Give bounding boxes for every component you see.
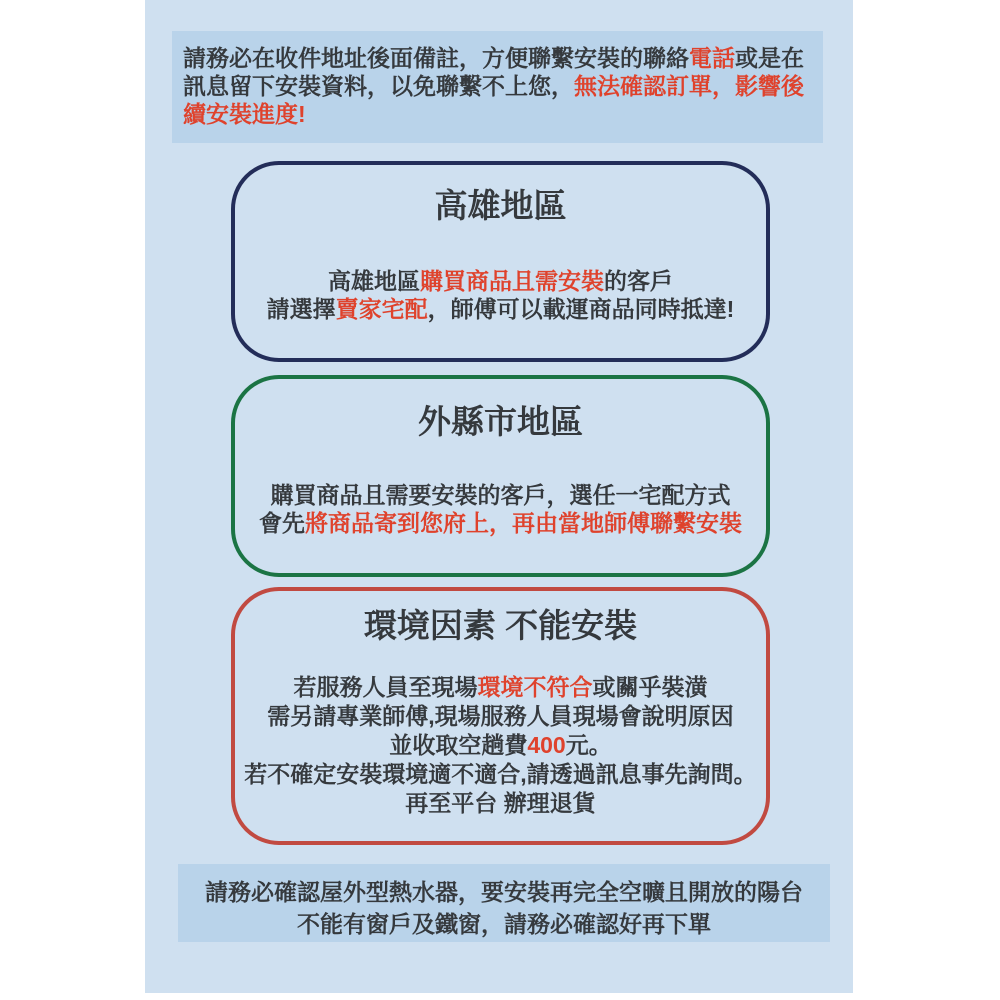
body-text: 若服務人員至現場 xyxy=(293,674,478,700)
body-text: 的客戶 xyxy=(604,268,673,294)
body-text: 會先 xyxy=(259,510,305,536)
note-text: 訊息留下安裝資料，以免聯繫不上您， xyxy=(183,73,574,99)
body-text-highlight: 環境不符合 xyxy=(477,674,593,700)
body-line xyxy=(235,295,766,323)
box-body xyxy=(235,267,766,323)
body-line xyxy=(235,789,766,818)
box-title: 環境因素 不能安裝 xyxy=(363,607,638,644)
body-text-highlight: 購買商品且需安裝 xyxy=(420,268,604,294)
body-text: ，師傅可以載運商品同時抵達! xyxy=(427,296,735,322)
body-text-highlight: 賣家宅配 xyxy=(335,296,428,322)
body-text: 請選擇 xyxy=(266,296,336,322)
top-contact-note xyxy=(172,31,823,143)
box-title: 高雄地區 xyxy=(434,187,567,224)
note-text-highlight: 電話 xyxy=(689,45,735,71)
body-text: 需另請專業師傅,現場服務人員現場會說明原因 xyxy=(267,703,734,729)
box-body xyxy=(235,481,766,537)
bottom-note-line: 請務必確認屋外型熱水器，要安裝再完全空曠且開放的陽台 xyxy=(205,879,803,905)
body-text: 若不確定安裝環境適不適合,請透過訊息事先詢問。 xyxy=(244,761,757,787)
other-counties-area-box xyxy=(231,375,770,577)
kaohsiung-area-box xyxy=(231,161,770,362)
top-note-line xyxy=(183,72,815,100)
body-line xyxy=(235,267,766,295)
body-line xyxy=(235,731,766,760)
note-text-highlight: 續安裝進度! xyxy=(183,101,306,127)
top-note-line xyxy=(183,44,815,72)
box-body xyxy=(235,673,766,818)
content-panel xyxy=(145,0,853,993)
body-text-highlight: 400 xyxy=(527,732,566,758)
body-text: 高雄地區 xyxy=(328,268,420,294)
body-line xyxy=(235,481,766,509)
body-text: 元。 xyxy=(565,732,612,758)
body-line xyxy=(235,673,766,702)
body-text: 並收取空趟費 xyxy=(389,732,528,758)
body-line xyxy=(235,509,766,537)
note-text-highlight: 無法確認訂單，影響後 xyxy=(574,73,804,99)
box-title: 外縣市地區 xyxy=(418,403,583,440)
body-line xyxy=(235,760,766,789)
outdoor-heater-note xyxy=(178,864,830,942)
note-text: 或是在 xyxy=(735,45,804,71)
body-text: 再至平台 辦理退貨 xyxy=(405,790,596,816)
note-text: 請務必在收件地址後面備註，方便聯繫安裝的聯絡 xyxy=(183,45,689,71)
body-text-highlight: 將商品寄到您府上，再由當地師傅聯繫安裝 xyxy=(305,510,742,536)
body-text: 或關乎裝潢 xyxy=(592,674,708,700)
body-text: 購買商品且需要安裝的客戶，選任一宅配方式 xyxy=(270,482,731,508)
body-line xyxy=(235,702,766,731)
environment-cannot-install-box xyxy=(231,587,770,845)
top-note-line xyxy=(183,100,815,128)
bottom-note-line: 不能有窗戶及鐵窗，請務必確認好再下單 xyxy=(297,911,711,937)
